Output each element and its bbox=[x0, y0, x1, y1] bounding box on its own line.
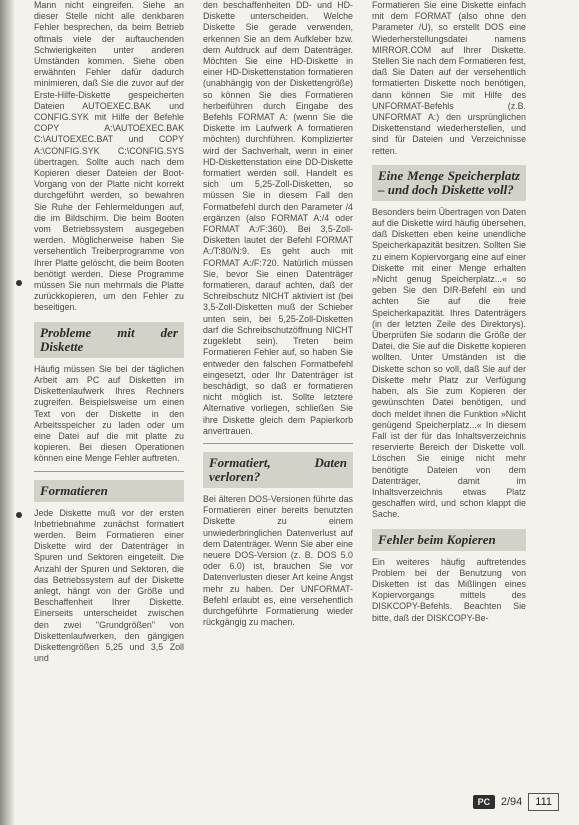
section-heading-fehler: Fehler beim Kopieren bbox=[378, 531, 496, 547]
page-number: 111 bbox=[528, 793, 559, 811]
section-heading-box bbox=[372, 529, 526, 551]
paragraph: Mann nicht eingreifen. Siehe an dieser Stelle nicht alle denkbaren Fehler besprechen, da beim Betrieb oftmals viele der auftauchenden Schwierigkeiten unter anderen Umständen kommen. Siehe oben erwähnten Fehler dafür dadurch minimieren, daß Sie die zuvor auf der Erste-Hilfe-Diskette gespeicherten Dateien AUTOEXEC.BAK und CONFIG.SYK mit Hilfe der Befehle COPY A:\AUTOEXEC.BAK C:\AUTOEXEC.BAT und COPY A:\CONFIG.SYK C:\CONFIG.SYS übertragen. Sollte auch nach dem Kopieren dieser Dateien der Boot-Vorgang von der Platte nicht korrekt durchgeführt werden, so bewahren Sie Ruhe der Fehlermeldungen auf, die im Bildschirm. Die beim Booten vom Betriebssystem ausgegeben werden. Möglicherweise haben Sie versehentlich Treiberprogramme von Ihrer Platte gelöscht, die beim Booten benötigt werden. Diese Programme müssen Sie nun mehrmals die Platte zurückkopieren, um den Fehler zu beseitigen. bbox=[34, 0, 184, 313]
column-3 bbox=[372, 0, 526, 785]
binder-hole-mark bbox=[16, 512, 22, 518]
section-heading-menge: Eine Menge Speicherplatz – und doch Diskette voll? bbox=[378, 167, 520, 197]
section-heading-box bbox=[372, 165, 526, 201]
column-2 bbox=[203, 0, 353, 785]
section-heading-box bbox=[34, 480, 184, 502]
section-heading-formatiert: Formatiert, Daten verloren? bbox=[209, 454, 347, 484]
paragraph: Ein weiteres häufig auftretendes Problem bei der Benutzung von Disketten ist das Mißlingen eines Kopiervorgangs mittels des DISKCOPY-Befehls. Beachten Sie bitte, daß der DISKCOPY-Be- bbox=[372, 556, 526, 623]
paragraph: Jede Diskette muß vor der ersten Inbetriebnahme zunächst formatiert werden. Beim Formatieren einer Diskette wird der Datenträger in Spuren und Sektoren eingeteilt. Die Anzahl der Spuren und Sektoren, die das Betriebssystem auf der Diskette anlegt, hängt von der Größe und Beschaffenheit Ihrer Diskette. Einerseits unterscheidet zwischen den zwei "Grundgrößen" von Diskettenlaufwerken, den gängigen Diskettengrößen 5,25 und 3,5 Zoll und bbox=[34, 507, 184, 664]
issue-number: 2/94 bbox=[500, 796, 523, 808]
paragraph: Bei älteren DOS-Versionen führte das Formatieren einer bereits benutzten Diskette zu einem unwiederbringlichen Datenverlust auf dem Datenträger. Wenn Sie aber eine neuere DOS-Version (z. B. DOS 5.0 oder 6.0) ist, brauchen Sie vor Datenverlusten dieser Art keine Angst mehr zu haben. Der UNFORMAT-Befehl erlaubt es, eine versehentlich durchgeführte Formatierung wieder rückgängig zu machen. bbox=[203, 493, 353, 628]
section-heading-box bbox=[203, 452, 353, 488]
section-heading-box bbox=[34, 322, 184, 358]
paragraph: Formatieren Sie eine Diskette einfach mit dem FORMAT (also ohne den Parameter /U), so erstellt DOS eine Wiederherstellungsdatei namens MIRROR.COM auf Ihrer Diskette. Stellen Sie nach dem Formatieren fest, daß Sie Daten auf der versehentlich formatierten Diskette noch benötigen, dann können Sie mit Hilfe des UNFORMAT-Befehls (z.B. UNFORMAT A:) den ursprünglichen Diskettenstand wiederherstellen, und sind für Dateien und Verzeichnisse retten. bbox=[372, 0, 526, 156]
page-footer bbox=[473, 793, 559, 811]
magazine-page bbox=[14, 0, 579, 825]
divider bbox=[34, 471, 184, 472]
paragraph: den beschaffenheiten DD- und HD-Diskette unterscheiden. Welche Diskette Sie gerade verwenden, erkennen Sie an dem Aufkleber bzw. dem Aufdruck auf dem Datenträger. Möchten Sie eine HD-Diskette in einer HD-Diskettenstation formatieren (unabhängig von der Diskettengröße) so können Sie dies Formatieren herbeiführen durch Eingabe des Befehls FORMAT A: (wenn Sie die Diskette im Laufwerk A formatieren möchten) durchführen. Komplizierter wird der Sachverhalt, wenn in einer HD-Diskettenstation eine DD-Diskette formatiert werden soll. Handelt es sich um 5,25-Zoll-Disketten, so müssen Sie in diesem Fall den Formatbefehl durch den Parameter /4 ergänzen (also FORMAT A:/4 oder FORMAT A:/F:360). Bei 3,5-Zoll-Disketten lautet der Befehl FORMAT A:/T:80/N:9. Es geht auch mit FORMAT A:/F:720. Natürlich müssen Sie, bevor Sie einen Datenträger formatieren, darauf achten, daß der Schreibschutz NICHT aktiviert ist (bei 3,5-Zoll-Disketten muß der Schieber unten sein, bei 5,25-Zoll-Disketten darf die Schreibschutzöffnung NICHT zugeklebt sein). Treten beim Formatieren Fehler auf, so haben Sie entweder den falschen Formatbefehl eingesetzt, oder Ihr Datenträger ist beschädigt, so daß er formatieren nicht möglich ist. Sollte letztere Alternative vorliegen, schließen Sie ihre Diskette gleich dem Papierkorb anvertrauen. bbox=[203, 0, 353, 436]
section-heading-probleme: Probleme mit der Diskette bbox=[40, 324, 178, 354]
paragraph: Häufig müssen Sie bei der täglichen Arbeit am PC auf Disketten im Diskettenlaufwerk Ihres Rechners zugreifen. Beispielsweise um einen Text von der Diskette in den Arbeitsspeicher zu laden oder um eine Datei auf die mit platte zu kopieren. Bei diesen Operationen können eine Menge Fehler auftreten. bbox=[34, 363, 184, 464]
divider bbox=[203, 443, 353, 444]
column-1 bbox=[34, 0, 184, 785]
binder-hole-mark bbox=[16, 280, 22, 286]
section-heading-formatieren: Formatieren bbox=[40, 482, 108, 498]
paragraph: Besonders beim Übertragen von Daten auf die Diskette wird häufig übersehen, daß Disketten eben keine unendliche Speicherkapazität besitzen. Sollten Sie zu einem Kopiervorgang eine auf einer Diskette mit einer Menge erhalten »Nicht genug Speicherplatz...« so geben Sie den DIR-Befehl ein und achten Sie auf die freie Speicherkapazität. Ihres Datenträgers (in der letzten Zeile des Direktorys). Überprüfen Sie sodann die Größe der Datei, die Sie auf die Diskette kopieren wollten. Unter Umständen ist die Diskette schon so voll, daß Sie auf der Diskette mehr Platz zur Verfügung haben, als Sie zum Kopieren der gewünschten Datei benötigen, und doch meldet ihnen die Funktion »Nicht genügend Speicherplatz...« In diesem Fall ist der für das Inhaltsverzeichnis reservierte Bereich der Diskette voll. Löschen Sie einige nicht mehr benötigte Dateien von dem Datenträger, damit im Inhaltsverzeichnis etwas Platz geschaffen wird, und schon klappt die Sache. bbox=[372, 206, 526, 520]
magazine-logo-icon: PC bbox=[473, 795, 495, 809]
page-gutter-shadow bbox=[0, 0, 14, 825]
